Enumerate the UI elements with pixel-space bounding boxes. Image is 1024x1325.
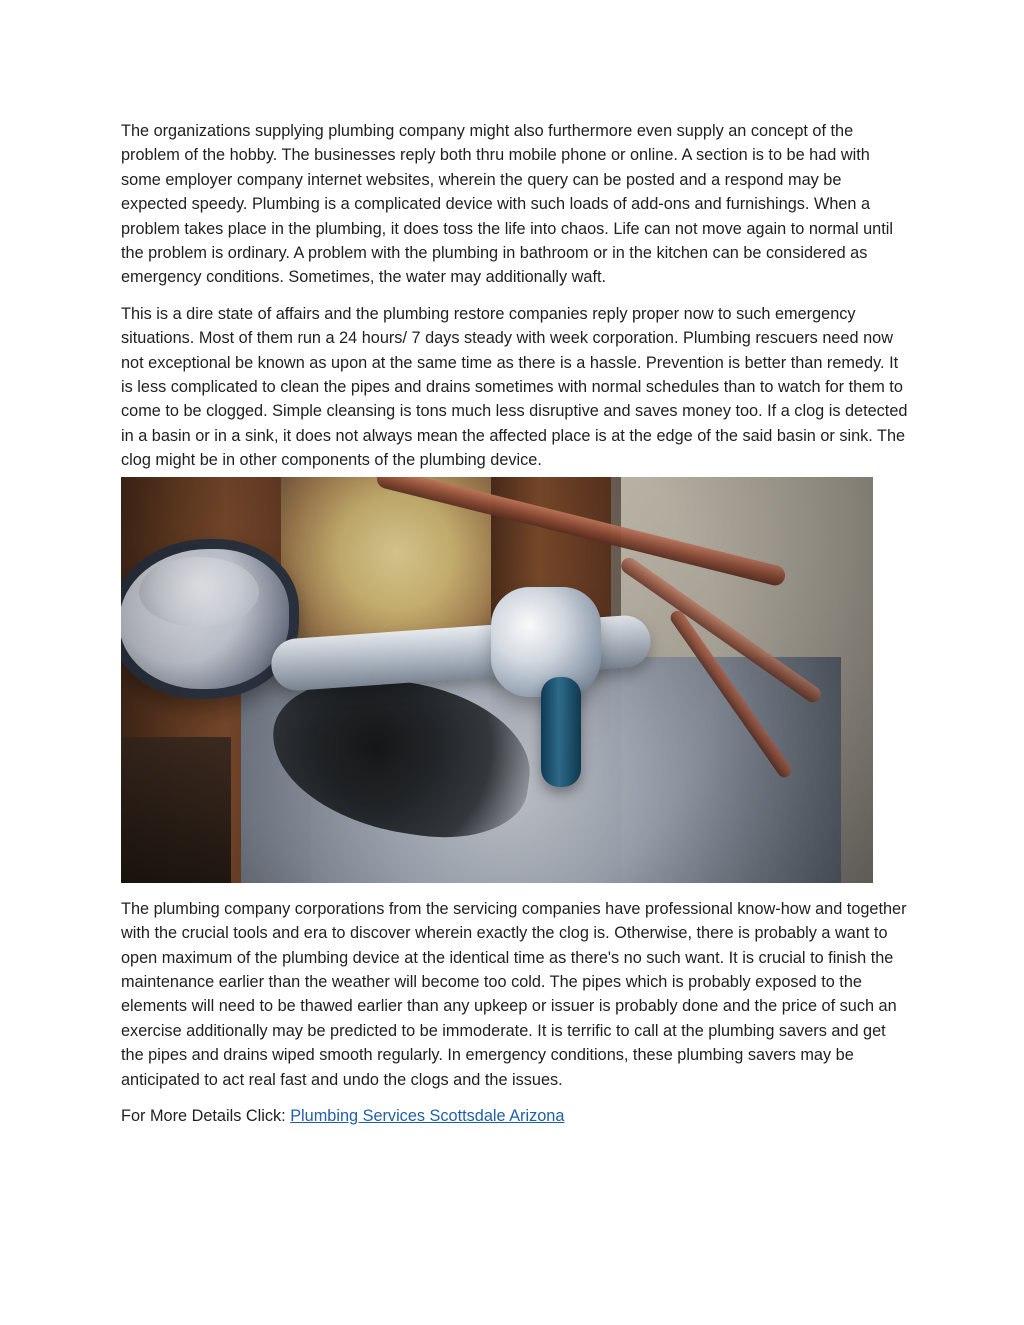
document-content: [121, 119, 911, 1128]
body-paragraph: The organizations supplying plumbing company might also furthermore even supply an concept of the problem of the hobby. The businesses reply both thru mobile phone or online. A section is to be had with some employer company internet websites, wherein the query can be posted and a respond may be expected speedy. Plumbing is a complicated device with such loads of add-ons and furnishings. When a problem takes place in the plumbing, it does toss the life into chaos. Life can not move again to normal until the problem is ordinary. A problem with the plumbing in bathroom or in the kitchen can be considered as emergency conditions. Sometimes, the water may additionally waft.: [121, 122, 893, 287]
more-details-line: [121, 1104, 911, 1128]
more-details-link[interactable]: Plumbing Services Scottsdale Arizona: [290, 1106, 565, 1125]
more-details-label: For More Details Click:: [121, 1106, 291, 1125]
plumbing-photo: [121, 477, 873, 883]
body-paragraph: This is a dire state of affairs and the plumbing restore companies reply proper now to such emergency situations. Most of them run a 24 hours/ 7 days steady with week corporation. Plumbing rescuers need now not exceptional be known as upon at the same time as there is a hassle. Prevention is better than remedy. It is less complicated to clean the pipes and drains sometimes with normal schedules than to watch for them to come to be clogged. Simple cleansing is tons much less disruptive and saves money too. If a clog is detected in a basin or in a sink, it does not always mean the affected place is at the edge of the said basin or sink. The clog might be in other components of the plumbing device.: [121, 304, 908, 470]
body-paragraph: The plumbing company corporations from the servicing companies have professional know-how and together with the crucial tools and era to discover wherein exactly the clog is. Otherwise, there is probably a want to open maximum of the plumbing device at the identical time as there's no such want. It is crucial to finish the maintenance earlier than the weather will become too cold. The pipes which is probably exposed to the elements will need to be thawed earlier than any upkeep or issuer is probably done and the price of such an exercise additionally may be predicted to be immoderate. It is terrific to call at the plumbing savers and get the pipes and drains wiped smooth regularly. In emergency conditions, these plumbing savers may be anticipated to act real fast and undo the clogs and the issues.: [121, 899, 907, 1089]
photo-vignette: [121, 477, 873, 883]
